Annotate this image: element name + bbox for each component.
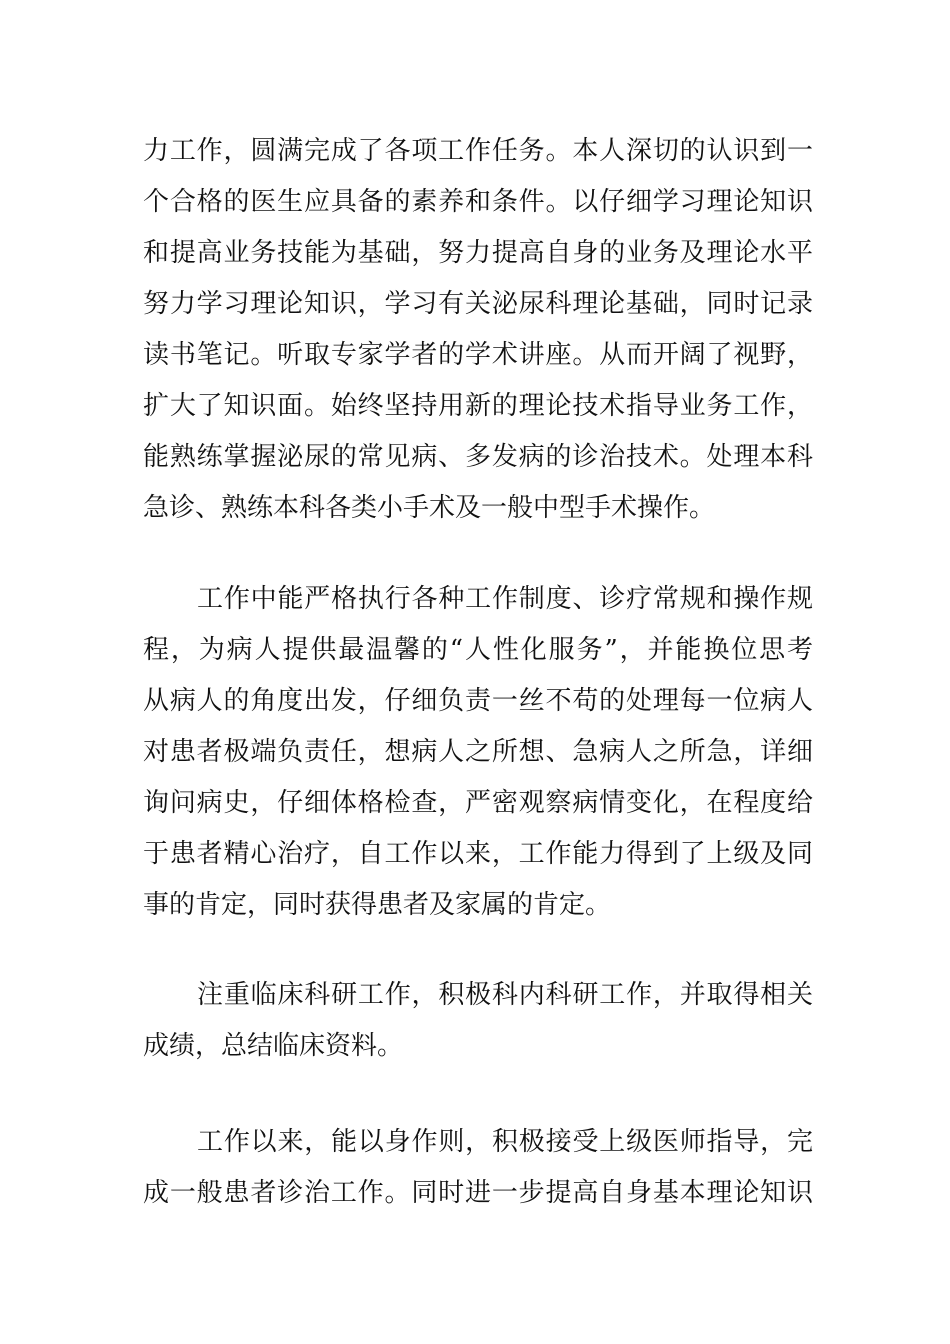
text-line: 于患者精心治疗，自工作以来，工作能力得到了上级及同: [143, 839, 813, 869]
text-line: 从病人的角度出发，仔细负责一丝不苟的处理每一位病人: [143, 686, 813, 716]
paragraph-clinical-research: [143, 970, 813, 1072]
text-line: 扩大了知识面。始终坚持用新的理论技术指导业务工作，: [143, 391, 813, 421]
text-line: 急诊、熟练本科各类小手术及一般中型手术操作。: [143, 493, 716, 523]
text-line: 个合格的医生应具备的素养和条件。以仔细学习理论知识: [143, 187, 813, 217]
text-line: 工作以来，能以身作则，积极接受上级医师指导，完: [197, 1127, 813, 1157]
text-line: 事的肯定，同时获得患者及家属的肯定。: [143, 890, 612, 920]
text-line: 注重临床科研工作，积极科内科研工作，并取得相关: [197, 980, 813, 1010]
paragraph-leading-by-example: [143, 1117, 813, 1219]
text-line: 成一般患者诊治工作。同时进一步提高自身基本理论知识: [143, 1178, 813, 1208]
text-line: 工作中能严格执行各种工作制度、诊疗常规和操作规: [197, 584, 813, 614]
text-line: 和提高业务技能为基础，努力提高自身的业务及理论水平: [143, 238, 813, 268]
text-line: 努力学习理论知识，学习有关泌尿科理论基础，同时记录: [143, 289, 813, 319]
paragraph-patient-care: [143, 574, 813, 931]
text-line: 询问病史，仔细体格检查，严密观察病情变化，在程度给: [143, 788, 813, 818]
text-line: 读书笔记。听取专家学者的学术讲座。从而开阔了视野，: [143, 340, 813, 370]
text-line: 能熟练掌握泌尿的常见病、多发病的诊治技术。处理本科: [143, 442, 813, 472]
text-line: 程，为病人提供最温馨的“人性化服务”，并能换位思考: [143, 635, 813, 665]
text-line: 对患者极端负责任，想病人之所想、急病人之所急，详细: [143, 737, 813, 767]
paragraph-work-summary: [143, 126, 813, 534]
text-line: 力工作，圆满完成了各项工作任务。本人深切的认识到一: [143, 136, 813, 166]
text-line: 成绩，总结临床资料。: [143, 1031, 404, 1061]
